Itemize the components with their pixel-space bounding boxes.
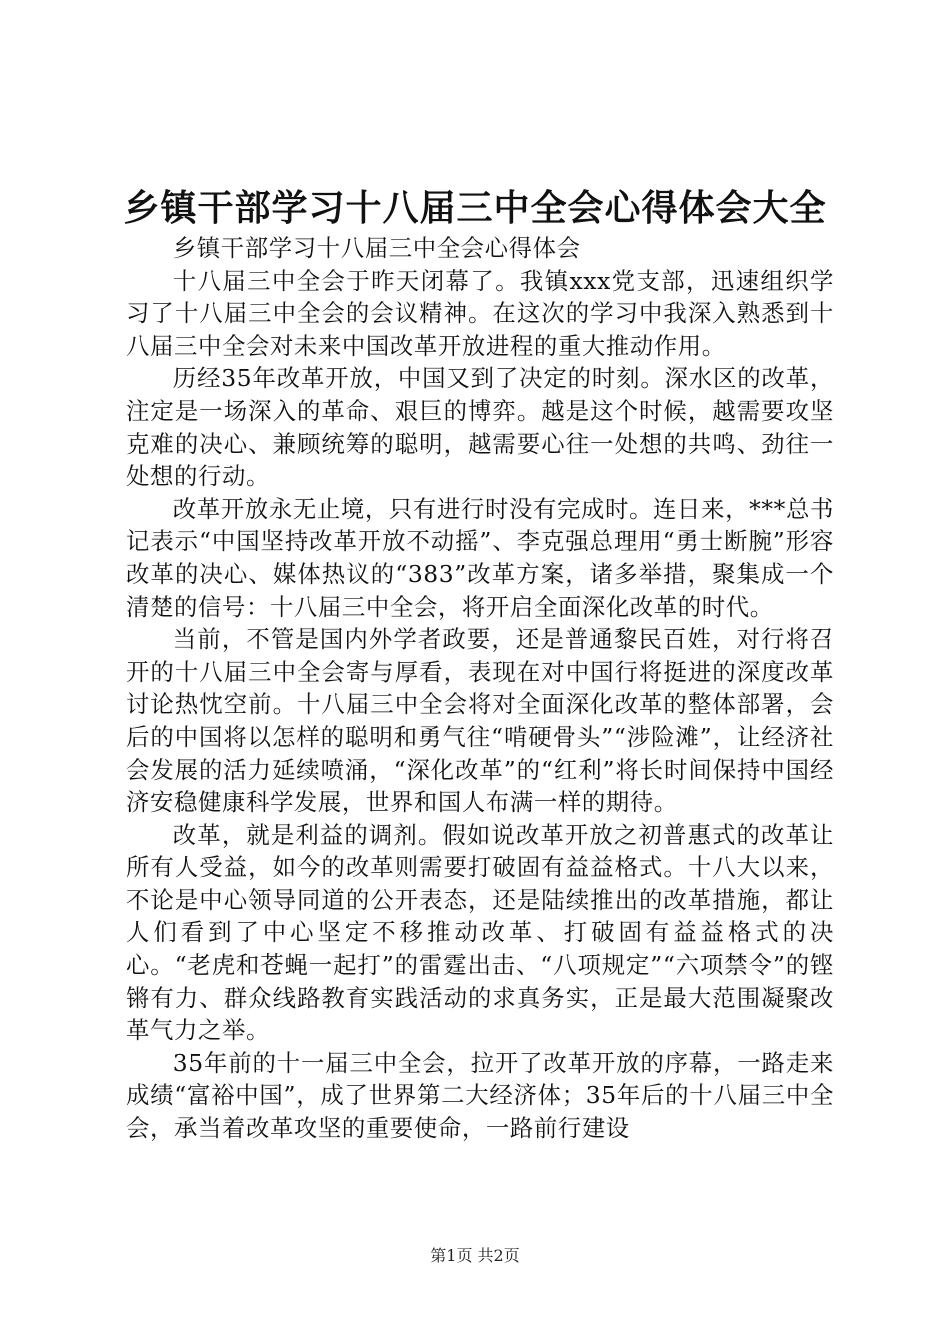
page-footer: 第1页 共2页 xyxy=(430,1246,520,1265)
paragraph: 改革，就是利益的调剂。假如说改革开放之初普惠式的改革让所有人受益，如今的改革则需要打破固有益益格式。十八大以来，不论是中心领导同道的公开表态，还是陆续推出的改革措施，都让人们看到了中心坚定不移推动改革、打破固有益益格式的决心。“老虎和苍蝇一起打”的雷霆出击、“八项规定”“六项禁令”的铿锵有力、群众线路教育实践活动的求真务实，正是最大范围凝聚改革气力之举。 xyxy=(126,820,834,1045)
paragraph: 当前，不管是国内外学者政要，还是普通黎民百姓，对行将召开的十八届三中全会寄与厚看，表现在对中国行将挺进的深度改革讨论热忱空前。十八届三中全会将对全面深化改革的整体部署，会后的中国将以怎样的聪明和勇气往“啃硬骨头”“涉险滩”，让经济社会发展的活力延续喷涌，“深化改革”的“红利”将长时间保持中国经济安稳健康科学发展，世界和国人布满一样的期待。 xyxy=(126,625,834,817)
document-subtitle: 乡镇干部学习十八届三中全会心得体会 xyxy=(172,234,581,262)
paragraph: 改革开放永无止境，只有进行时没有完成时。连日来，***总书记表示“中国坚持改革开放不动摇”、李克强总理用“勇士断腕”形容改革的决心、媒体热议的“383”改革方案，诸多举措，聚集成一个清楚的信号：十八届三中全会，将开启全面深化改革的时代。 xyxy=(126,494,834,621)
paragraph: 历经35年改革开放，中国又到了决定的时刻。深水区的改革，注定是一场深入的革命、艰巨的博弈。越是这个时候，越需要攻坚克难的决心、兼顾统筹的聪明，越需要心往一处想的共鸣、劲往一处想的行动。 xyxy=(126,364,834,491)
document-body xyxy=(126,232,834,1145)
document-title: 乡镇干部学习十八届三中全会心得体会大全 xyxy=(123,188,827,229)
paragraph: 十八届三中全会于昨天闭幕了。我镇xxx党支部，迅速组织学习了十八届三中全会的会议精神。在这次的学习中我深入熟悉到十八届三中全会对未来中国改革开放进程的重大推动作用。 xyxy=(126,266,834,360)
paragraph: 35年前的十一届三中全会，拉开了改革开放的序幕，一路走来成绩“富裕中国”，成了世界第二大经济体；35年后的十八届三中全会，承当着改革攻坚的重要使命，一路前行建设 xyxy=(126,1048,834,1143)
